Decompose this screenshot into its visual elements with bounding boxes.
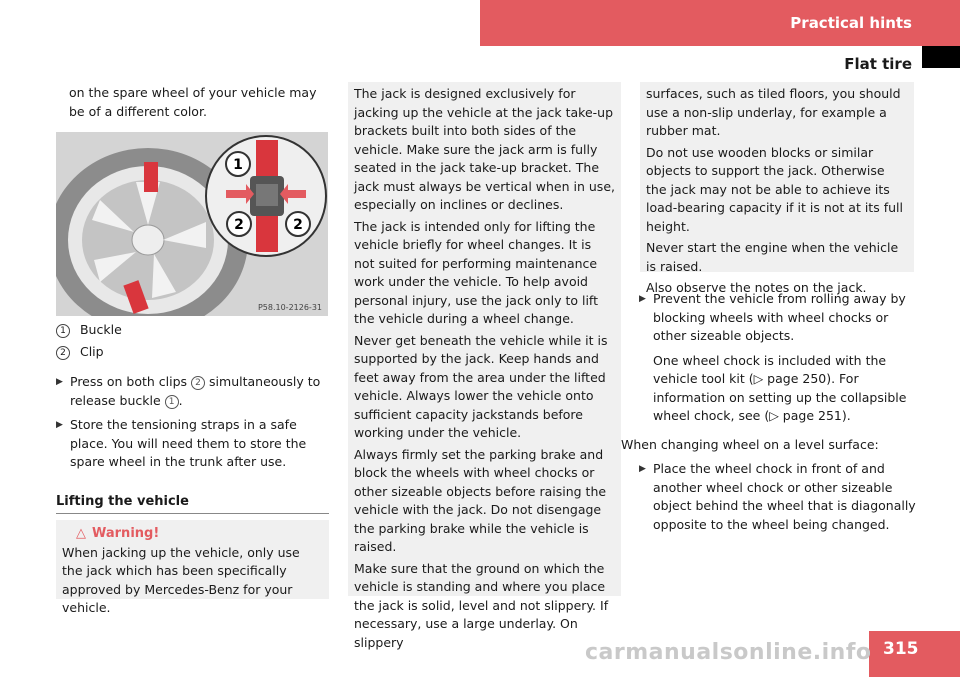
parking-brake-paragraph: Always firmly set the parking brake and block the wheels with wheel chocks or other sizeable objects before raising the vehicle with the jack. Do not disengage the parking brake while the vehicle is raised. — [354, 446, 607, 554]
section-heading: Lifting the vehicle — [56, 494, 189, 509]
heading-rule — [56, 513, 329, 514]
jack-notes-paragraph: Also observe the notes on the jack. — [646, 280, 867, 295]
legend-label: Buckle — [79, 322, 122, 337]
header-tab-marker — [922, 46, 960, 68]
step-place-chock: ▶ Place the wheel chock in front of and another wheel chock or other sizeable object behind the wheel that is diagonally opposite to the wheel being changed. — [639, 461, 916, 532]
arrow-bullet-icon: ▶ — [639, 464, 646, 474]
safety-paragraph: Never get beneath the vehicle while it is supported by the jack. Keep hands and feet away from the area under the lifted vehicle. Always lower the vehicle onto sufficient capacity jackstands before working under the vehicle. — [354, 332, 608, 440]
warning-box — [56, 520, 329, 615]
warning-triangle-icon: △ — [76, 526, 86, 541]
ground-paragraph: Make sure that the ground on which the vehicle is standing and where you place the jack is solid, level and not slippery. If necessary, use a large underlay. On slippery — [354, 560, 609, 650]
callout-number: 1 — [56, 324, 70, 338]
legend-item-buckle — [56, 322, 122, 338]
arrow-bullet-icon: ▶ — [56, 377, 63, 387]
step-store-straps: ▶ Store the tensioning straps in a safe place. You will need them to store the spare wheel in the trunk after use. — [56, 417, 307, 469]
warning-text: When jacking up the vehicle, only use the jack which has been specifically approved by Mercedes-Benz for your vehicle. — [62, 544, 300, 615]
image-code: P58.10-2126-31 — [257, 303, 322, 312]
warning-continued-box — [348, 82, 621, 650]
svg-text:2: 2 — [293, 217, 303, 233]
warning-continued-box-2 — [640, 82, 914, 295]
spare-wheel-illustration — [56, 132, 328, 316]
callout-number: 1 — [165, 395, 179, 409]
section-title: Practical hints — [790, 14, 912, 32]
intro-text: on the spare wheel of your vehicle may be of a different color. — [69, 85, 317, 119]
level-surface-text: When changing wheel on a level surface: — [621, 436, 879, 452]
legend-label: Clip — [79, 344, 104, 359]
watermark: carmanualsonline.info — [585, 640, 872, 665]
jack-usage-paragraph: The jack is designed exclusively for jacking up the vehicle at the jack take-up brackets built into both sides of the vehicle. Make sure the jack arm is fully seated in the jack take-up bracket. The jack must always be vertical when in use, especially on inclines or declines. — [354, 86, 615, 212]
svg-text:2: 2 — [234, 217, 244, 233]
surface-paragraph: surfaces, such as tiled floors, you should use a non-slip underlay, for example a rubber mat. — [646, 86, 901, 138]
arrow-bullet-icon: ▶ — [639, 294, 646, 304]
wheel-chock-note: One wheel chock is included with the vehicle tool kit (▷ page 250). For information on setting up the collapsible wheel chock, see (▷ page 251). — [653, 352, 907, 423]
jack-purpose-paragraph: The jack is intended only for lifting the vehicle briefly for wheel changes. It is not suited for performing maintenance work under the vehicle. To help avoid personal injury, use the jack only to lift the vehicle during a wheel change. — [354, 218, 598, 326]
page-number: 315 — [883, 639, 919, 659]
wooden-blocks-paragraph: Do not use wooden blocks or similar objects to support the jack. Otherwise the jack may not be able to achieve its load-bearing capacity if it is not at its full height. — [646, 144, 903, 234]
page-number-tab — [869, 631, 960, 677]
callout-number: 2 — [56, 346, 70, 360]
step-prevent-rolling: ▶ Prevent the vehicle from rolling away by blocking wheels with wheel chocks or other sizeable objects. — [639, 291, 906, 343]
legend-item-clip — [56, 344, 104, 360]
page-title: Flat tire — [844, 55, 912, 73]
callout-number: 2 — [191, 376, 205, 390]
step-press-clips: ▶ Press on both clips 2 simultaneously to release buckle 1 . — [56, 374, 321, 408]
svg-text:1: 1 — [233, 157, 243, 173]
warning-heading: △ Warning! — [76, 526, 160, 541]
engine-paragraph: Never start the engine when the vehicle is raised. — [646, 240, 899, 274]
arrow-bullet-icon: ▶ — [56, 420, 63, 430]
